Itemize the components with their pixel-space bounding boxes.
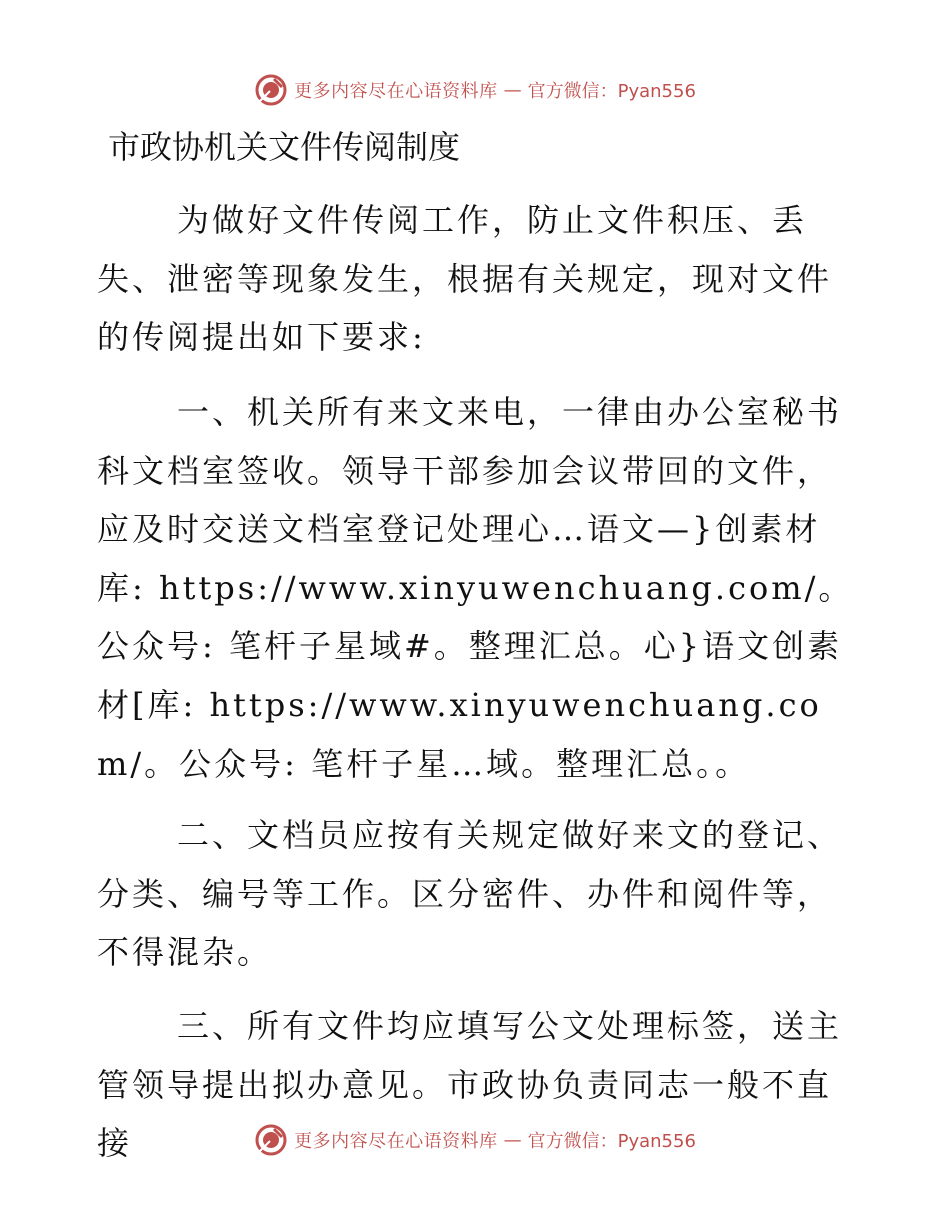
footer-watermark [0,1120,950,1160]
paragraph-rule-2: 二、文档员应按有关规定做好来文的登记、分类、编号等工作。区分密件、办件和阅件等，不得混杂。 [97,816,843,972]
header-watermark [0,70,950,110]
pen-logo-icon [254,73,288,107]
pen-logo-icon [254,1123,288,1157]
watermark-dash: — [503,79,522,101]
paragraph-intro: 为做好文件传阅工作，防止文件积压、丢失、泄密等现象发生，根据有关规定，现对文件的传阅提出如下要求: [97,201,833,357]
paragraph-rule-1: 一、机关所有来文来电，一律由办公室秘书科文档室签收。领导干部参加会议带回的文件，应及时交送文档室登记处理心…语文—}创素材库: https://www.xinyuwenchuang.com/。公众号: 笔杆子星域#。整理汇总。心}语文创素材[库: https://www.xinyuwenchuang.com/。公众号: 笔杆子星…域。整理汇总。。 [97,393,854,783]
watermark-text: 更多内容尽在心语资料库 [294,1131,498,1152]
watermark-contact: 官方微信：Pyan556 [527,1131,696,1152]
watermark-text: 更多内容尽在心语资料库 [294,81,498,102]
paragraph-rule-3: 三、所有文件均应填写公文处理标签，送主管领导提出拟办意见。市政协负责同志一般不直接 [97,1007,843,1163]
watermark-dash: — [503,1129,522,1151]
watermark-contact: 官方微信：Pyan556 [527,81,696,102]
document-title: 市政协机关文件传阅制度 [108,128,461,166]
